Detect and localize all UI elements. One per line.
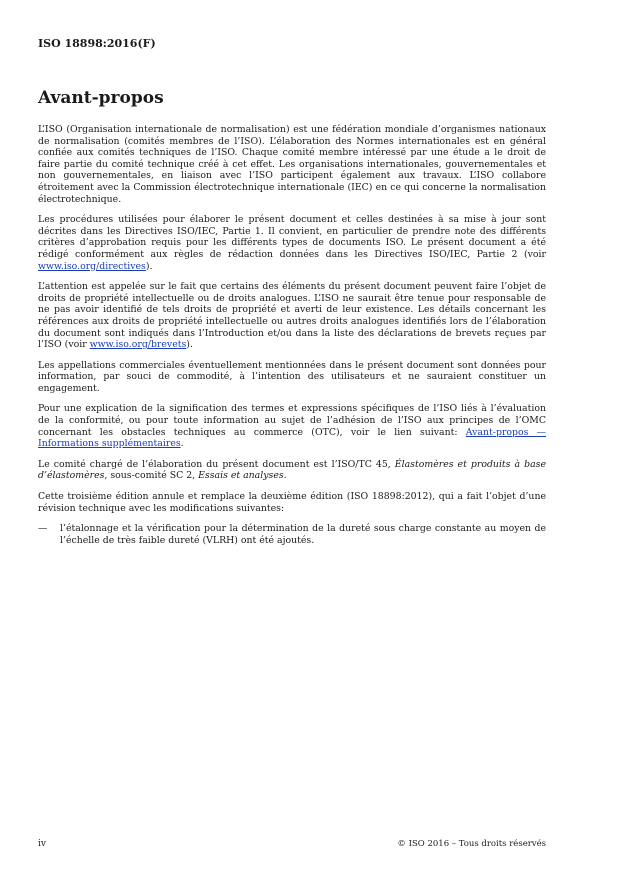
document-id: ISO 18898:2016(F) [38, 37, 156, 50]
paragraph: Les appellations commerciales éventuellement mentionnées dans le présent document sont données pour information, par souci de commodité, à l’intention des utilisateurs et ne sauraient constituer un engagement. [38, 359, 546, 394]
foreword-info-link[interactable]: Avant-propos — Informations supplémentaires [38, 426, 547, 450]
list-dash: — [38, 523, 48, 535]
list-item-text: l’étalonnage et la vérification pour la détermination de la dureté sous charge constante au moyen de l’échelle de très faible dureté (VLRH) ont été ajoutés. [60, 523, 546, 546]
paragraph: Cette troisième édition annule et remplace la deuxième édition (ISO 18898:2012), qui a fait l’objet d’une révision technique avec les modifications suivantes: [38, 491, 546, 514]
copyright: © ISO 2016 – Tous droits réservés [397, 839, 546, 849]
paragraph: L’ISO (Organisation internationale de normalisation) est une fédération mondiale d’organismes nationaux de normalisation (comités membres de l’ISO). L’élaboration des Normes internationales est en général confiée aux comités techniques de l’ISO. Chaque comité membre intéressé par une étude a le droit de faire partie du comité technique créé à cet effet. Les organisations internationales, gouvernementales et non gouvernementales, en liaison avec l’ISO participent également aux travaux. L’ISO collabore étroitement avec la Commission électrotechnique internationale (IEC) en ce qui concerne la normalisation électrotechnique. [38, 124, 546, 205]
page-number: iv [38, 839, 46, 849]
directives-link[interactable]: www.iso.org/directives [38, 260, 146, 272]
brevets-link[interactable]: www.iso.org/brevets [89, 339, 187, 351]
list-item [38, 523, 546, 546]
page-title: Avant-propos [38, 88, 164, 108]
paragraph: Pour une explication de la signification des termes et expressions spécifiques de l’ISO liés à l’évaluation de la conformité, ou pour toute information au sujet de l’adhésion de l’ISO aux principes de l’OMC concernant les obstacles techniques au commerce (OTC), voir le lien suivant: Avant-propos — Informations supplémentaires. [38, 403, 547, 450]
paragraph: Le comité chargé de l’élaboration du présent document est l’ISO/TC 45, Élastomères et produits à base d’élastomères, sous-comité SC 2, Essais et analyses. [38, 458, 546, 482]
content [38, 124, 546, 546]
paragraph: Les procédures utilisées pour élaborer le présent document et celles destinées à sa mise à jour sont décrites dans les Directives ISO/IEC, Partie 1. Il convient, en particulier de prendre note des différents critères d’approbation requis pour les différents types de documents ISO. Le présent document a été rédigé conformément aux règles de rédaction données dans les Directives ISO/IEC, Partie 2 (voir www.iso.org/directives). [38, 214, 546, 272]
paragraph: L’attention est appelée sur le fait que certains des éléments du présent document peuvent faire l’objet de droits de propriété intellectuelle ou de droits analogues. L’ISO ne saurait être tenue pour responsable de ne pas avoir identifié de tels droits de propriété et averti de leur existence. Les détails concernant les références aux droits de propriété intellectuelle ou autres droits analogues identifiés lors de l’élaboration du document sont indiqués dans l’Introduction et/ou dans la liste des déclarations de brevets reçues par l’ISO (voir www.iso.org/brevets). [38, 281, 546, 351]
